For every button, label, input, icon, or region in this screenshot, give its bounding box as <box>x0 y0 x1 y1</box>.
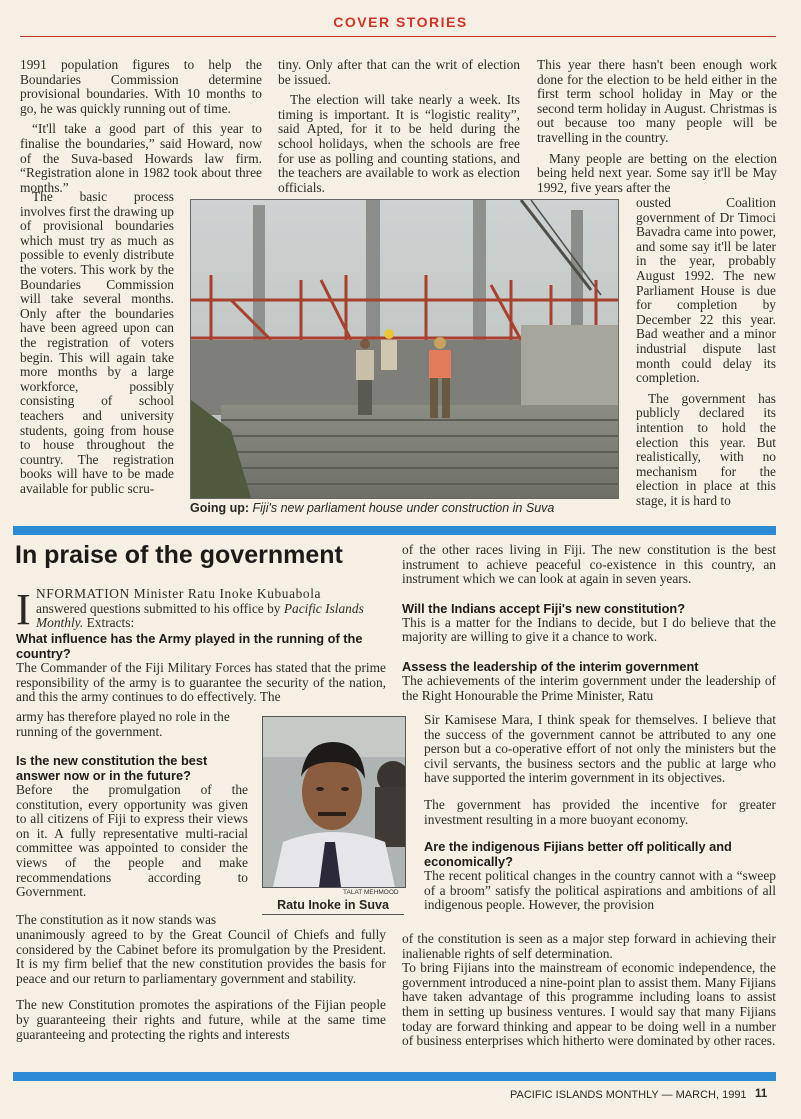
interview-column-2-indented <box>424 713 776 913</box>
caption-text: Fiji's new parliament house under construction in Suva <box>252 501 555 515</box>
footer-divider-bar <box>13 1072 776 1081</box>
paragraph: This year there hasn't been enough work done for the election to be held either in the first term school holiday in May or the second term holiday in August. Christmas is out because too many people will be travelling in the country. <box>537 57 777 145</box>
interview-headline: In praise of the government <box>15 541 343 569</box>
publication-name: Pacific Islands <box>283 600 364 616</box>
interview-column-1-bottom <box>16 928 386 1042</box>
answer: The government has provided the incentive for greater investment resulting in a more buoyant economy. <box>424 796 776 827</box>
intro-text: Extracts: <box>86 615 135 631</box>
question: Is the new constitution the best answer now or in the future? <box>16 753 208 783</box>
paragraph: tiny. Only after that can the writ of election be issued. <box>278 57 520 87</box>
section-header: COVER STORIES <box>333 14 468 30</box>
drop-cap: I <box>16 585 31 634</box>
question: Are the indigenous Fijians better off politically and economically? <box>424 839 732 870</box>
intro-line <box>36 602 386 617</box>
answer: Sir Kamisese Mara, I think speak for themselves. I believe that the success of the government cannot be attributed to any one person but a co-operative effort of not only the ministers but the civil servants, the business sectors and the public at large who have supported the interim government in its objectives. <box>424 712 776 786</box>
answer: The new Constitution promotes the aspirations of the Fijian people by guaranteeing their rights and future, while at the same time guaranteeing and protecting the rights and interests <box>16 997 386 1042</box>
paragraph: 1991 population figures to help the Boundaries Commission determine provisional boundaries. With 10 months to go, he was quickly running out of time. <box>20 57 262 116</box>
answer-continued: The constitution as it now stands was <box>16 912 217 927</box>
answer: Before the promulgation of the constitution, every opportunity was given to all citizens of Fiji to express their views on it. A fully representative multi-racial committee was appointed to consider the views of the people and make recommendations according to Government. <box>16 782 248 900</box>
answer: of the constitution is seen as a major step forward in achieving their inalienable rights of self determination. <box>402 931 776 961</box>
question: What influence has the Army played in the running of the country? <box>16 631 363 661</box>
interview-column-1 <box>16 631 386 705</box>
paragraph: The government has publicly declared its intention to hold the election this year. But realistically, with no mechanism for the election in place at this stage, it is hard to <box>636 390 776 508</box>
paragraph: The basic process involves first the drawing up of provisional boundaries which must try as much as possible to evenly distribute the voters. This work by the Boundaries Commission will take several months. Only after the boundaries have been agreed upon can the registration of voters begin. This will again take more months by a large workforce, possibly consisting of school teachers and university students, going from house to house throughout the country. The registration books will have to be made available for public scru- <box>20 189 174 496</box>
answer: The recent political changes in the country cannot with a “sweep of a broom” satisfy the political aspirations and ambitions of all indigenous people. However, the provision <box>424 868 776 913</box>
intro-line <box>36 616 386 631</box>
answer-continued: army has therefore played no role in the running of the government. <box>16 709 230 739</box>
answer: The Commander of the Fiji Military Forces has stated that the prime responsibility of the army is to guarantee the security of the nation, and this the army continues to do effectively. The <box>16 660 386 705</box>
section-divider-bar <box>13 526 776 535</box>
photo-credit: TALAT MEHMOOD <box>343 889 399 896</box>
intro-paragraph <box>36 587 386 631</box>
portrait-caption: Ratu Inoke in Suva <box>277 898 389 912</box>
paragraph: “It'll take a good part of this year to finalise the boundaries,” said Howard, now of the Suva-based Howards law firm. “Registration alone in 1982 took about three months.” <box>20 121 262 195</box>
page-number: 11 <box>755 1088 768 1100</box>
footer-publication: PACIFIC ISLANDS MONTHLY — MARCH, 1991 <box>510 1089 747 1101</box>
answer: unanimously agreed to by the Great Council of Chiefs and fully considered by the Cabinet before its promulgation by the President. It is my firm belief that the new constitution provides the basis for peace and our return to parliamentary government and stability. <box>16 927 386 986</box>
caption-rule <box>262 914 404 915</box>
question: Assess the leadership of the interim government <box>402 658 699 674</box>
publication-name: Monthly. <box>36 615 84 631</box>
intro-text: answered questions submitted to his office by <box>36 600 281 616</box>
paragraph: ousted Coalition government of Dr Timoci Bavadra came into power, and some say it'll be later in the year, probably August 1992. The new Parliament House is due for completion by December 22 this year. Bad weather and a minor industrial dispute last month could delay its completion. <box>636 195 777 386</box>
header-rule <box>20 36 776 37</box>
answer: This is a matter for the Indians to decide, but I do believe that the majority are willing to give it a chance to work. <box>402 614 776 645</box>
portrait-illustration <box>263 717 405 887</box>
article-column-2 <box>278 58 520 195</box>
article-column-3 <box>537 58 777 195</box>
interview-column-2-bottom <box>402 932 776 1049</box>
photo-caption <box>190 501 620 515</box>
ratu-inoke-portrait <box>262 716 406 888</box>
paragraph: The election will take nearly a week. Its timing is important. It is “logistic reality”, said Apted, for it to be held during the school holidays, when the schools are free for use as polling and counting stations, and the teachers are available to work as election officials. <box>278 92 520 195</box>
article-column-1-narrow <box>20 190 174 496</box>
interview-column-1-narrow <box>16 753 248 900</box>
answer: of the other races living in Fiji. The new constitution is the best instrument to achieve peaceful co-existence in this country, an instrument which we can look at again in seven years. <box>402 542 776 587</box>
caption-lead: Going up: <box>190 501 250 515</box>
article-column-1 <box>20 58 262 195</box>
intro-line: NFORMATION Minister Ratu Inoke Kubuabola <box>36 586 322 601</box>
parliament-construction-photo <box>190 199 619 499</box>
answer: To bring Fijians into the mainstream of economic independence, the government introduced a nine-point plan to assist them. Many Fijians have taken advantage of this programme including loans to assist them in setting up business ventures. I would say that many Fijians today are forward thinking and appear to be doing well in a number of business enterprises which hitherto were dominated by other races. <box>402 960 776 1049</box>
construction-photo-illustration <box>191 200 618 498</box>
question: Will the Indians accept Fiji's new constitution? <box>402 600 686 616</box>
interview-column-2 <box>402 543 776 703</box>
article-column-3-narrow <box>636 196 776 508</box>
paragraph: Many people are betting on the election being held next year. Some say it'll be May 1992, five years after the <box>537 150 777 195</box>
answer: The achievements of the interim government under the leadership of the Right Honourable the Prime Minister, Ratu <box>402 672 776 703</box>
